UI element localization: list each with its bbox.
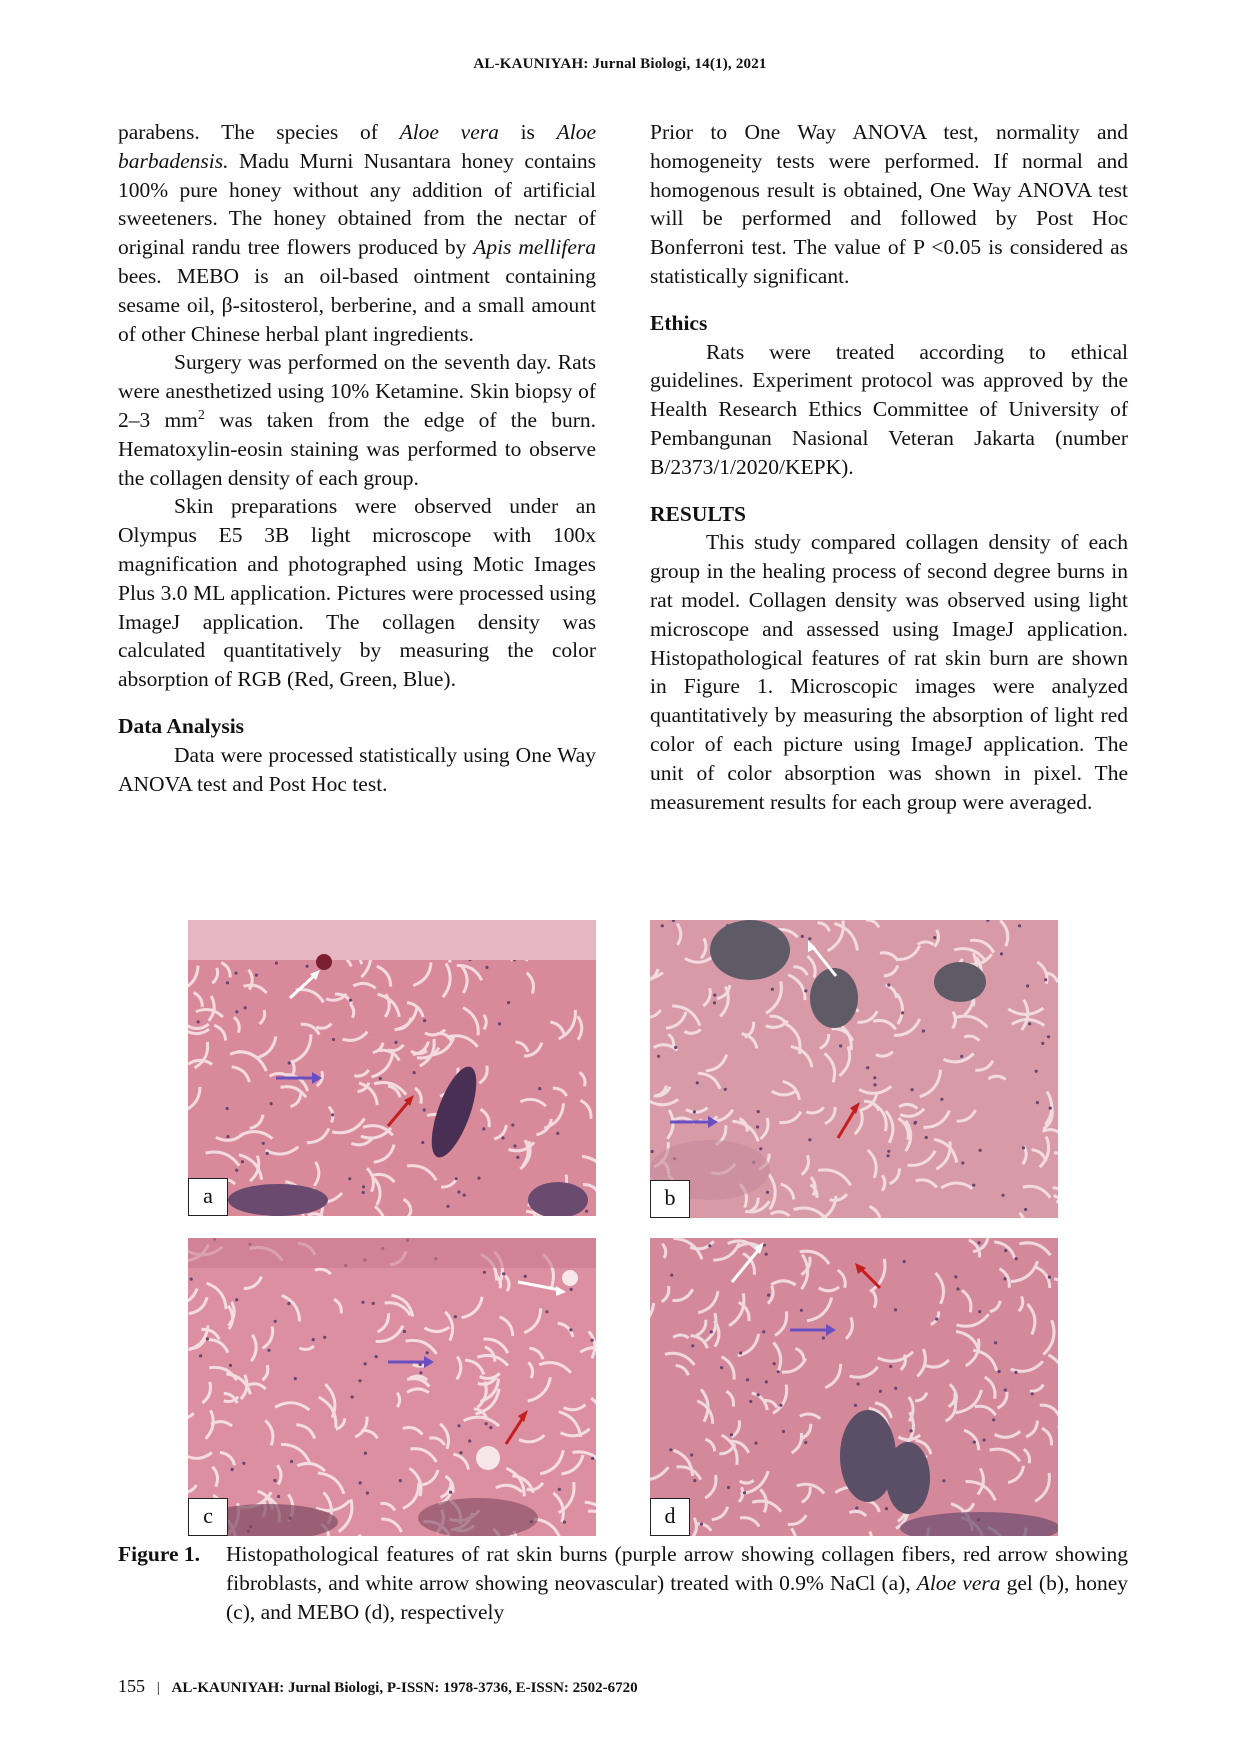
nucleus-dot	[1014, 1371, 1017, 1374]
footer-journal: AL-KAUNIYAH: Jurnal Biologi, P-ISSN: 1978-3736, E-ISSN: 2502-6720	[171, 1680, 638, 1696]
nucleus-dot	[942, 1479, 945, 1482]
nucleus-dot	[1004, 1249, 1007, 1252]
nucleus-dot	[1048, 1276, 1051, 1279]
nucleus-dot	[1036, 1101, 1039, 1104]
nucleus-dot	[241, 1160, 244, 1163]
nucleus-dot	[423, 1108, 426, 1111]
nucleus-dot	[463, 1194, 466, 1197]
text-span: Surgery was performed on the seventh day. Rats were anesthetized using 10% Ketamine. Skin biopsy of 2–3 mm	[118, 350, 596, 432]
panel-label: b	[650, 1180, 690, 1218]
nucleus-dot	[894, 1387, 897, 1390]
paragraph-results: This study compared collagen density of each group in the healing process of second degree burns in rat model. Collagen density was observed using light microscope and assessed using ImageJ application. Histopathological features of rat skin burn are shown in Figure 1. Microscopic images were analyzed quantitatively by measuring the absorption of light red color of each picture using ImageJ application. The unit of color absorption was shown in pixel. The measurement results for each group were averaged.	[650, 530, 1128, 814]
species-name: Apis mellifera	[473, 235, 596, 260]
nucleus-dot	[933, 936, 936, 939]
nucleus-dot	[563, 1521, 566, 1524]
nucleus-dot	[197, 1020, 200, 1023]
nucleus-dot	[394, 1041, 397, 1044]
nucleus-dot	[426, 1351, 429, 1354]
nucleus-dot	[767, 1294, 770, 1297]
nucleus-dot	[244, 1006, 247, 1009]
nucleus-dot	[839, 1044, 842, 1047]
caption-text	[226, 1540, 1128, 1626]
heading-data-analysis: Data Analysis	[118, 713, 245, 738]
nucleus-dot	[226, 981, 229, 984]
nucleus-dot	[262, 1142, 265, 1145]
nucleus-dot	[190, 1278, 193, 1281]
paragraph-surgery	[118, 348, 596, 492]
nucleus-dot	[800, 1309, 803, 1312]
text-span: was taken from the edge of the burn. Hematoxylin-eosin staining was performed to observe the collagen density of each group.	[118, 407, 596, 490]
nucleus-dot	[901, 1011, 904, 1014]
nucleus-dot	[1041, 1042, 1044, 1045]
nucleus-dot	[739, 1351, 742, 1354]
nucleus-dot	[940, 1098, 943, 1101]
nucleus-dot	[242, 1462, 245, 1465]
nucleus-dot	[1022, 1146, 1025, 1149]
nucleus-dot	[651, 1150, 654, 1153]
text-span: gel (b), honey (c), and MEBO (d), respectively	[226, 1570, 1128, 1624]
text-span: is	[498, 120, 557, 144]
nucleus-dot	[979, 1149, 982, 1152]
nucleus-dot	[591, 1457, 594, 1460]
nucleus-dot	[235, 1169, 238, 1172]
nucleus-dot	[730, 1433, 733, 1436]
nucleus-dot	[364, 1362, 367, 1365]
nucleus-dot	[454, 1315, 457, 1318]
micrograph-panel-c	[188, 1238, 596, 1536]
nucleus-dot	[489, 1426, 492, 1429]
nucleus-dot	[545, 1310, 548, 1313]
nucleus-dot	[1000, 952, 1003, 955]
nucleus-dot	[887, 1150, 890, 1153]
nucleus-dot	[691, 1344, 694, 1347]
text-span: parabens. The species of	[118, 120, 400, 144]
nucleus-dot	[273, 1479, 276, 1482]
nucleus-dot	[972, 1184, 975, 1187]
nucleus-dot	[756, 1125, 759, 1128]
nucleus-dot	[358, 1379, 361, 1382]
nucleus-dot	[1049, 1107, 1052, 1110]
nucleus-dot	[585, 1210, 588, 1213]
nucleus-dot	[913, 1122, 916, 1125]
nucleus-dot	[507, 1001, 510, 1004]
nucleus-dot	[1003, 1277, 1006, 1280]
nucleus-dot	[421, 1141, 424, 1144]
micrograph-image	[188, 1238, 596, 1536]
nucleus-dot	[661, 924, 664, 927]
nucleus-dot	[399, 1479, 402, 1482]
nucleus-dot	[362, 1191, 365, 1194]
nucleus-dot	[1015, 1257, 1018, 1260]
left-column	[118, 118, 596, 798]
nucleus-dot	[886, 1154, 889, 1157]
nucleus-dot	[457, 1424, 460, 1427]
nucleus-dot	[960, 1055, 963, 1058]
nucleus-dot	[690, 1453, 693, 1456]
paragraph-microscope: Skin preparations were observed under an Olympus E5 3B light microscope with 100x magnification and photographed using Motic Images Plus 3.0 ML application. Pictures were processed using ImageJ application. The collagen density was calculated quantitatively by measuring the color absorption of RGB (Red, Green, Blue).	[118, 494, 596, 692]
paragraph-data-analysis: Data were processed statistically using One Way ANOVA test and Post Hoc test.	[118, 742, 596, 796]
nucleus-dot	[657, 1055, 660, 1058]
nucleus-dot	[413, 1071, 416, 1074]
text-span: Madu Murni Nusantara honey contains 100% pure honey without any addition of artificial sweeteners. The honey obtained from the nectar of original randu tree flowers produced by	[118, 148, 596, 260]
nucleus-dot	[956, 1287, 959, 1290]
nucleus-dot	[288, 1061, 291, 1064]
nucleus-dot	[375, 1355, 378, 1358]
nucleus-dot	[332, 1038, 335, 1041]
nucleus-dot	[994, 1341, 997, 1344]
nucleus-dot	[766, 1191, 769, 1194]
nucleus-dot	[323, 1336, 326, 1339]
nucleus-dot	[773, 1362, 776, 1365]
nucleus-dot	[808, 937, 811, 940]
nucleus-dot	[485, 966, 488, 969]
nucleus-dot	[777, 1370, 780, 1373]
nucleus-dot	[1047, 1035, 1050, 1038]
nucleus-dot	[349, 999, 352, 1002]
heading-ethics: Ethics	[650, 310, 708, 335]
nucleus-dot	[713, 1001, 716, 1004]
paragraph-ethics: Rats were treated according to ethical guidelines. Experiment protocol was approved by the Health Research Ethics Committee of University of Pembangunan Nasional Veteran Jakarta (number B/2373/1/2020/KEPK).	[650, 339, 1128, 479]
nucleus-dot	[670, 1274, 673, 1277]
nucleus-dot	[312, 1338, 315, 1341]
nucleus-dot	[477, 1177, 480, 1180]
nucleus-dot	[1001, 1194, 1004, 1197]
nucleus-dot	[782, 1430, 785, 1433]
nucleus-dot	[762, 1330, 765, 1333]
figure-1	[188, 920, 1060, 1536]
nucleus-dot	[306, 965, 309, 968]
nucleus-dot	[255, 974, 258, 977]
nucleus-dot	[266, 1152, 269, 1155]
nucleus-dot	[801, 935, 804, 938]
nucleus-dot	[885, 1507, 888, 1510]
nucleus-dot	[372, 1302, 375, 1305]
nucleus-dot	[804, 1441, 807, 1444]
nucleus-dot	[485, 1422, 488, 1425]
running-header: AL-KAUNIYAH: Jurnal Biologi, 14(1), 2021	[473, 56, 767, 72]
nucleus-dot	[457, 1190, 460, 1193]
nucleus-dot	[1026, 984, 1029, 987]
nucleus-dot	[903, 1260, 906, 1263]
nucleus-dot	[808, 1138, 811, 1141]
nucleus-dot	[229, 1364, 232, 1367]
nucleus-dot	[720, 1366, 723, 1369]
nucleus-dot	[925, 1136, 928, 1139]
nucleus-dot	[935, 1318, 938, 1321]
nucleus-dot	[379, 1077, 382, 1080]
nucleus-dot	[992, 1418, 995, 1421]
nucleus-dot	[235, 1298, 238, 1301]
nucleus-dot	[961, 1161, 964, 1164]
nucleus-dot	[693, 1110, 696, 1113]
nucleus-dot	[724, 1088, 727, 1091]
nucleus-dot	[351, 1395, 354, 1398]
nucleus-dot	[1024, 1208, 1027, 1211]
nucleus-dot	[910, 1429, 913, 1432]
nucleus-dot	[1028, 1022, 1031, 1025]
nucleus-dot	[275, 962, 278, 965]
nucleus-dot	[331, 1113, 334, 1116]
micrograph-panel-d	[650, 1238, 1058, 1536]
nucleus-dot	[710, 1330, 713, 1333]
nucleus-dot	[674, 1046, 677, 1049]
nucleus-dot	[757, 1110, 760, 1113]
nucleus-dot	[749, 1400, 752, 1403]
nucleus-dot	[713, 994, 716, 997]
nucleus-dot	[206, 1337, 209, 1340]
nucleus-dot	[511, 1123, 514, 1126]
species-name: Aloe vera	[399, 120, 499, 144]
nucleus-dot	[455, 1177, 458, 1180]
nucleus-dot	[267, 1349, 270, 1352]
nucleus-dot	[226, 1135, 229, 1138]
nucleus-dot	[234, 972, 237, 975]
nucleus-dot	[483, 1271, 486, 1274]
nucleus-dot	[294, 1377, 297, 1380]
nucleus-dot	[771, 988, 774, 991]
caption-label: Figure 1.	[118, 1542, 201, 1566]
nucleus-dot	[419, 1371, 422, 1374]
nucleus-dot	[765, 1380, 768, 1383]
panel-label: c	[188, 1498, 228, 1536]
nucleus-dot	[804, 989, 807, 992]
nucleus-dot	[199, 1354, 202, 1357]
nucleus-dot	[1018, 924, 1021, 927]
nucleus-dot	[911, 1088, 914, 1091]
page-number: 155	[118, 1676, 145, 1696]
nucleus-dot	[364, 1452, 367, 1455]
nucleus-dot	[290, 1460, 293, 1463]
nucleus-dot	[359, 1481, 362, 1484]
nucleus-dot	[446, 1205, 449, 1208]
nucleus-dot	[274, 1320, 277, 1323]
nucleus-dot	[277, 1495, 280, 1498]
nucleus-dot	[765, 1253, 768, 1256]
nucleus-dot	[591, 1339, 594, 1342]
nucleus-dot	[569, 1328, 572, 1331]
nucleus-dot	[746, 1378, 749, 1381]
nucleus-dot	[779, 1404, 782, 1407]
nucleus-dot	[1044, 978, 1047, 981]
nucleus-dot	[449, 1491, 452, 1494]
nucleus-dot	[482, 1127, 485, 1130]
running-footer	[118, 1676, 638, 1697]
nucleus-dot	[759, 1147, 762, 1150]
nucleus-dot	[403, 1330, 406, 1333]
nucleus-dot	[459, 1451, 462, 1454]
nucleus-dot	[855, 1506, 858, 1509]
superscript: 2	[197, 407, 205, 423]
nucleus-dot	[226, 1107, 229, 1110]
nucleus-dot	[235, 1010, 238, 1013]
nucleus-dot	[977, 1241, 980, 1244]
nucleus-dot	[498, 1022, 501, 1025]
nucleus-dot	[854, 1404, 857, 1407]
nucleus-dot	[516, 1156, 519, 1159]
nucleus-dot	[693, 1479, 696, 1482]
nucleus-dot	[922, 1029, 925, 1032]
species-name: Aloe vera	[916, 1570, 1001, 1595]
nucleus-dot	[1031, 1392, 1034, 1395]
nucleus-dot	[1035, 1070, 1038, 1073]
nucleus-dot	[866, 1066, 869, 1069]
nucleus-dot	[524, 1275, 527, 1278]
nucleus-dot	[743, 1491, 746, 1494]
paragraph-materials	[118, 118, 596, 348]
micrograph-image	[650, 920, 1058, 1218]
panel-label: d	[650, 1498, 690, 1536]
nucleus-dot	[954, 1275, 957, 1278]
nucleus-dot	[348, 1177, 351, 1180]
nucleus-dot	[700, 1523, 703, 1526]
nucleus-dot	[558, 1488, 561, 1491]
nucleus-dot	[973, 1441, 976, 1444]
right-column	[650, 118, 1128, 816]
nucleus-dot	[857, 1382, 860, 1385]
panel-label: a	[188, 1178, 228, 1216]
micrograph-image	[650, 1238, 1058, 1536]
text-span: bees. MEBO is an oil-based ointment containing sesame oil, β-sitosterol, berberine, and a small amount of other Chinese herbal plant ingredients.	[118, 263, 596, 346]
nucleus-dot	[873, 1076, 876, 1079]
nucleus-dot	[696, 1081, 699, 1084]
nucleus-dot	[894, 1308, 897, 1311]
species-name: Aloe barbadensis.	[118, 120, 597, 173]
nucleus-dot	[570, 1288, 573, 1291]
nucleus-dot	[754, 1442, 757, 1445]
nucleus-dot	[708, 1244, 711, 1247]
nucleus-dot	[978, 1310, 981, 1313]
nucleus-dot	[873, 1083, 876, 1086]
nucleus-dot	[822, 1336, 825, 1339]
nucleus-dot	[501, 1136, 504, 1139]
nucleus-dot	[513, 1144, 516, 1147]
nucleus-dot	[287, 1302, 290, 1305]
nucleus-dot	[669, 1448, 672, 1451]
micrograph-image	[188, 920, 596, 1216]
nucleus-dot	[502, 1272, 505, 1275]
nucleus-dot	[1004, 1388, 1007, 1391]
paragraph-statistics: Prior to One Way ANOVA test, normality and homogeneity tests were performed. If normal and homogenous result is obtained, One Way ANOVA test will be performed and followed by Post Hoc Bonferroni test. The value of P <0.05 is considered as statistically significant.	[650, 120, 1128, 288]
nucleus-dot	[231, 1468, 234, 1471]
nucleus-dot	[889, 1365, 892, 1368]
nucleus-dot	[757, 1393, 760, 1396]
nucleus-dot	[423, 1019, 426, 1022]
figure-caption	[118, 1540, 1128, 1626]
text-span: Histopathological features of rat skin burns (purple arrow showing collagen fibers, red arrow showing fibroblasts, and white arrow showing neovascular) treated with 0.9% NaCl (a),	[226, 1542, 1128, 1595]
nucleus-dot	[270, 1102, 273, 1105]
nucleus-dot	[983, 1438, 986, 1441]
nucleus-dot	[887, 983, 890, 986]
nucleus-dot	[879, 1390, 882, 1393]
heading-results: RESULTS	[650, 501, 747, 526]
micrograph-panel-a	[188, 920, 596, 1216]
nucleus-dot	[468, 1439, 471, 1442]
nucleus-dot	[727, 1486, 730, 1489]
nucleus-dot	[998, 1370, 1001, 1373]
nucleus-dot	[362, 1185, 365, 1188]
nucleus-dot	[361, 1301, 364, 1304]
micrograph-panel-b	[650, 920, 1058, 1218]
footer-separator: |	[156, 1680, 160, 1696]
nucleus-dot	[556, 1132, 559, 1135]
nucleus-dot	[366, 1491, 369, 1494]
nucleus-dot	[538, 1087, 541, 1090]
